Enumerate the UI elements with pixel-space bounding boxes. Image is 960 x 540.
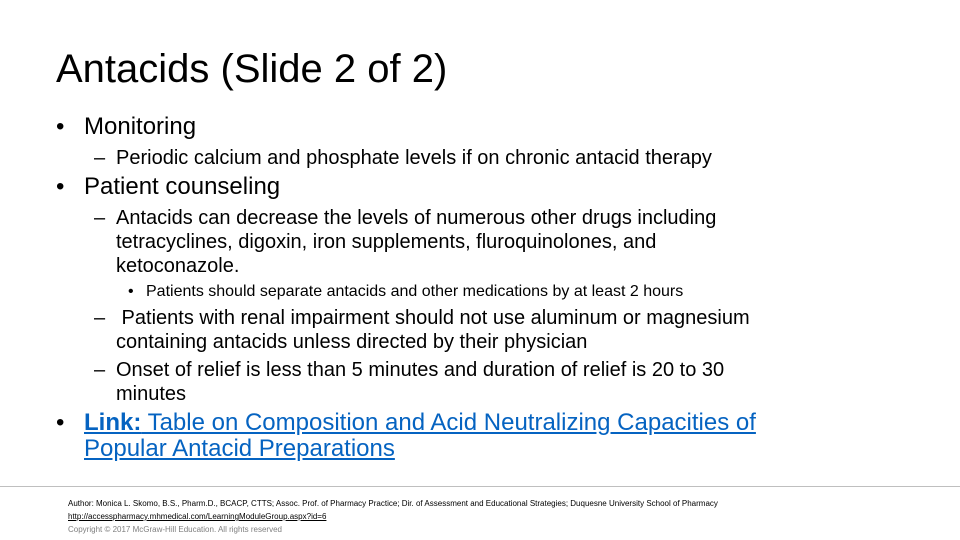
onset-relief-line-1: Onset of relief is less than 5 minutes and duration of relief is 20 to 30 xyxy=(116,359,725,381)
footer-copyright: Copyright © 2017 McGraw-Hill Education. All rights reserved xyxy=(68,525,282,534)
monitoring-detail: Periodic calcium and phosphate levels if on chronic antacid therapy xyxy=(116,147,712,169)
link-text-line-1: Table on Composition and Acid Neutralizing Capacities of xyxy=(141,409,756,436)
slide-title: Antacids (Slide 2 of 2) xyxy=(56,47,448,91)
antacid-table-link-line-2[interactable]: Popular Antacid Preparations xyxy=(84,435,395,462)
link-prefix: Link: xyxy=(84,409,142,436)
counseling-drug-interactions-line-2: tetracyclines, digoxin, iron supplements, fluroquinolones, and xyxy=(116,231,657,253)
bullet-marker: • xyxy=(56,113,65,140)
dash-marker: – xyxy=(94,307,106,329)
bullet-monitoring: Monitoring xyxy=(84,113,197,140)
bullet-marker: • xyxy=(56,173,65,200)
dash-marker: – xyxy=(94,207,106,229)
onset-relief-line-2: minutes xyxy=(116,383,187,405)
footer-url-link[interactable]: http://accesspharmacy.mhmedical.com/LearningModuleGroup.aspx?id=6 xyxy=(68,512,327,521)
counseling-drug-interactions-line-1: Antacids can decrease the levels of numerous other drugs including xyxy=(116,207,717,229)
separate-medications-note: Patients should separate antacids and other medications by at least 2 hours xyxy=(146,283,684,300)
renal-impairment-line-2: containing antacids unless directed by their physician xyxy=(116,331,588,353)
bullet-patient-counseling: Patient counseling xyxy=(84,173,281,200)
counseling-drug-interactions-line-3: ketoconazole. xyxy=(116,255,240,277)
footer-author: Author: Monica L. Skomo, B.S., Pharm.D., BCACP, CTTS; Assoc. Prof. of Pharmacy Practice; Dir. of Assessment and Educational Strategies; Duquesne University School of Pharmacy xyxy=(68,499,718,508)
sub-bullet-marker: • xyxy=(128,283,134,300)
dash-marker: – xyxy=(94,359,106,381)
renal-impairment-line-1: Patients with renal impairment should not use aluminum or magnesium xyxy=(116,307,750,329)
footer-divider xyxy=(0,486,960,487)
dash-marker: – xyxy=(94,147,106,169)
bullet-marker: • xyxy=(56,409,65,436)
antacid-table-link[interactable] xyxy=(84,410,756,436)
